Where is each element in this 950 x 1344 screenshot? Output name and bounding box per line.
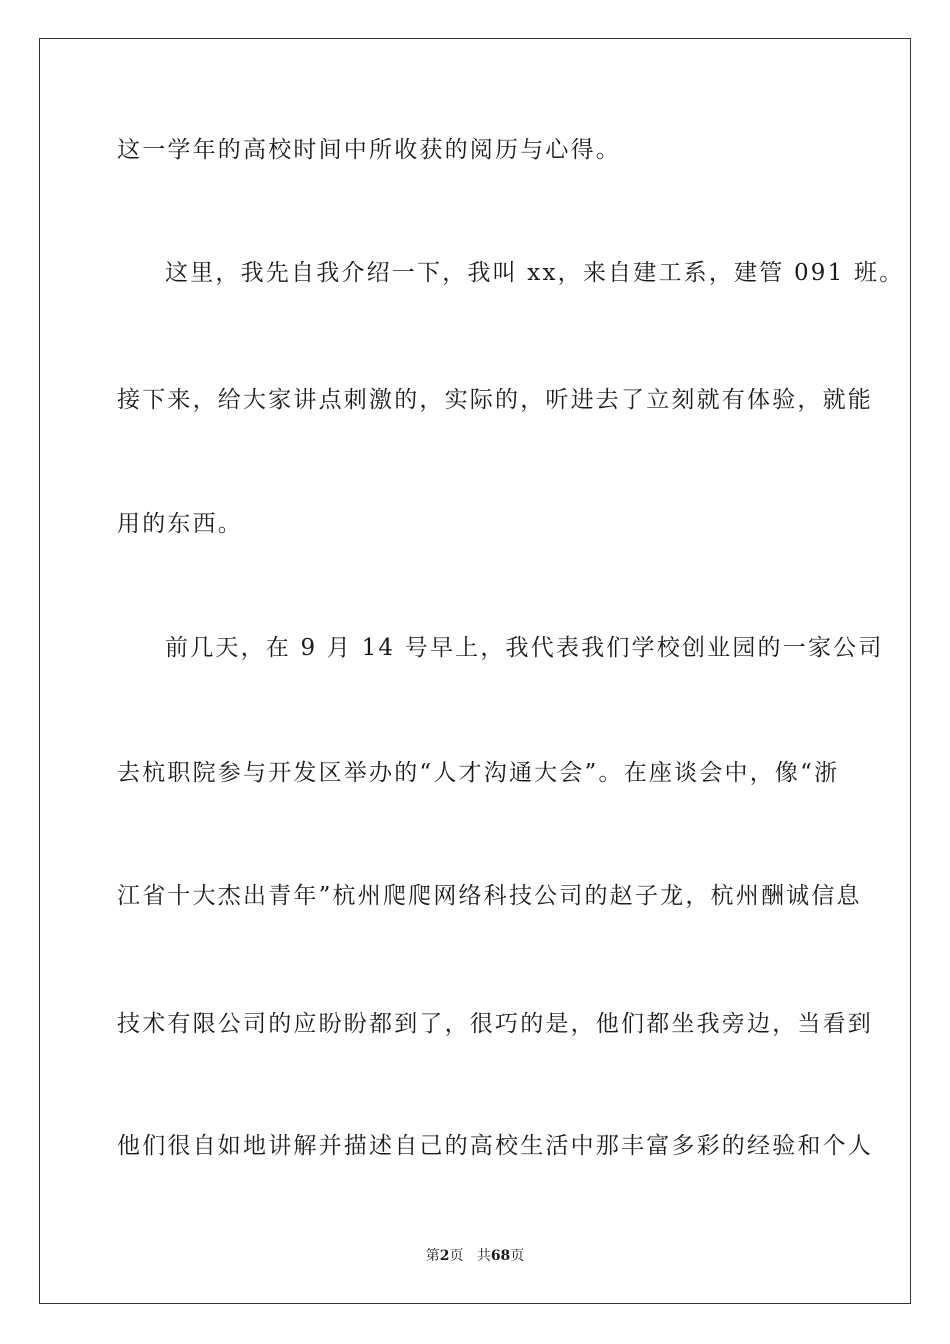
body-line-8: 技术有限公司的应盼盼都到了，很巧的是，他们都坐我旁边，当看到 (117, 1011, 873, 1037)
page-footer (0, 1246, 950, 1266)
body-line-3: 接下来，给大家讲点刺激的，实际的，听进去了立刻就有体验，就能 (117, 387, 873, 413)
body-line-9: 他们很自如地讲解并描述自己的高校生活中那丰富多彩的经验和个人 (117, 1133, 873, 1159)
page-number-suffix: 页 (449, 1248, 464, 1264)
page-number-current: 2 (439, 1248, 450, 1264)
body-line-7: 江省十大杰出青年”杭州爬爬网络科技公司的赵子龙，杭州酬诚信息 (117, 883, 862, 909)
total-pages-suffix: 页 (510, 1248, 525, 1264)
page-number-prefix: 第 (425, 1248, 440, 1264)
body-line-4: 用的东西。 (117, 511, 243, 537)
total-pages-count: 68 (490, 1248, 511, 1264)
body-line-1: 这一学年的高校时间中所收获的阅历与心得。 (117, 137, 621, 163)
body-line-6: 去杭职院参与开发区举办的“人才沟通大会”。在座谈会中，像“浙 (117, 760, 840, 786)
page-border (39, 38, 911, 1304)
body-line-5: 前几天，在 9 月 14 号早上，我代表我们学校创业园的一家公司 (165, 635, 884, 661)
body-line-2: 这里，我先自我介绍一下，我叫 xx，来自建工系，建管 091 班。 (165, 260, 905, 286)
total-pages-prefix: 共 (476, 1248, 491, 1264)
